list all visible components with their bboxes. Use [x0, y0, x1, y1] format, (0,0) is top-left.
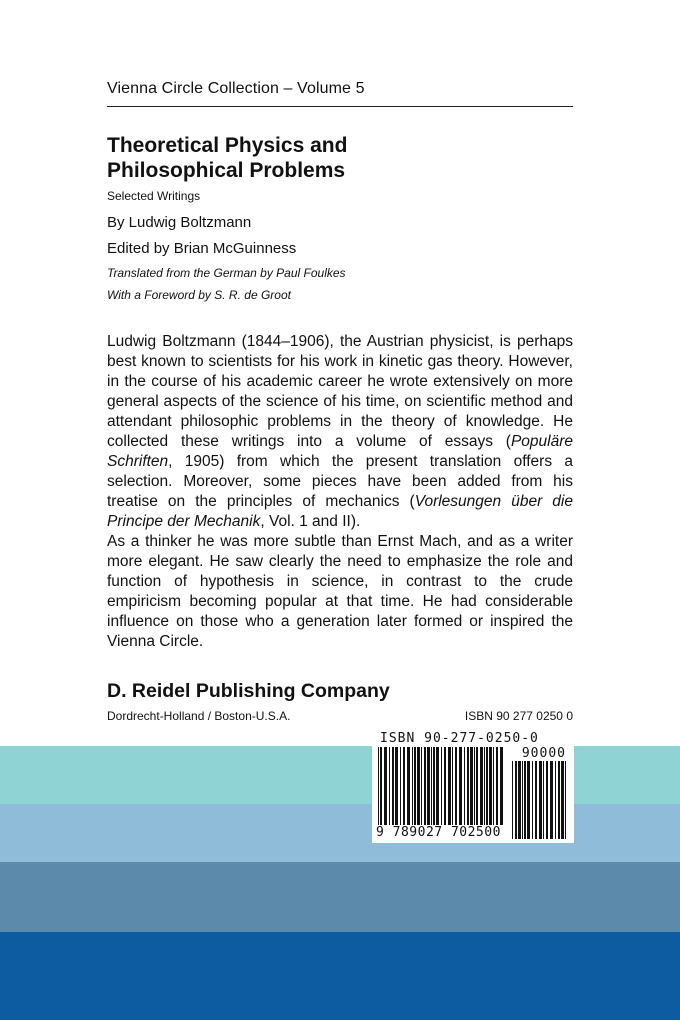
blurb-paragraph-1	[107, 332, 573, 532]
color-band-4	[0, 932, 680, 1020]
color-band-2	[0, 804, 680, 862]
barcode-bar	[403, 747, 405, 825]
barcode-bar	[448, 747, 451, 825]
barcode-bar	[496, 747, 498, 825]
barcode-bar	[441, 747, 442, 825]
barcode-bar	[400, 747, 401, 825]
header-rule	[107, 106, 573, 107]
barcode-bar	[421, 747, 422, 825]
publisher-places: Dordrecht-Holland / Boston-U.S.A.	[107, 709, 291, 723]
barcode-bar	[561, 761, 564, 839]
barcode-bar	[474, 747, 475, 825]
barcode-bar	[417, 747, 420, 825]
blurb-text: , 1905) from which the present translation offers a selection. Moreover, some pieces have been added from his treatise on the principles of mechanics (	[107, 453, 573, 510]
barcode-bar	[395, 747, 398, 825]
barcode-bar	[484, 747, 485, 825]
color-band-1	[0, 746, 680, 804]
barcode-bar	[467, 747, 469, 825]
barcode-bar	[489, 747, 492, 825]
barcode-bar	[535, 761, 537, 839]
blurb	[107, 332, 573, 652]
book-title	[107, 133, 347, 183]
barcode-bar	[464, 747, 465, 825]
color-band-3	[0, 862, 680, 932]
barcode-bar	[522, 761, 523, 839]
publisher-name: D. Reidel Publishing Company	[107, 680, 390, 702]
barcode-bar	[550, 761, 553, 839]
barcode-bar	[476, 747, 478, 825]
author-line: By Ludwig Boltzmann	[107, 214, 252, 231]
barcode-bar	[539, 761, 542, 839]
barcode-bar	[427, 747, 430, 825]
barcode-ean-digits: 9 789027 702500	[376, 825, 501, 840]
barcode-bar	[455, 747, 457, 825]
blurb-italic-title: Vorlesungen über die Principe der Mechanik	[107, 493, 573, 530]
barcode-bar	[389, 747, 390, 825]
book-subtitle: Selected Writings	[107, 189, 201, 203]
barcode-bar	[378, 747, 379, 825]
barcode-isbn: ISBN 90-277-0250-0	[380, 731, 539, 746]
barcode-bar	[555, 761, 556, 839]
barcode-addon-digits: 90000	[521, 746, 566, 761]
translator-line: Translated from the German by Paul Foulkes	[107, 266, 346, 280]
barcode-bar	[452, 747, 453, 825]
blurb-italic-title: Populäre Schriften	[107, 433, 573, 470]
barcode-bar	[527, 761, 530, 839]
barcode-bar	[412, 747, 413, 825]
barcode-bar	[480, 747, 483, 825]
barcode-bar	[380, 747, 382, 825]
editor-line: Edited by Brian McGuinness	[107, 240, 297, 257]
barcode-bar	[518, 761, 521, 839]
barcode-bar	[459, 747, 462, 825]
barcode-bar	[486, 747, 488, 825]
barcode-bar	[512, 761, 513, 839]
barcode-bar	[414, 747, 416, 825]
barcode-bar	[444, 747, 446, 825]
barcode-bar	[384, 747, 387, 825]
book-title-line-2: Philosophical Problems	[107, 159, 346, 182]
barcode-bar	[524, 761, 526, 839]
foreword-line: With a Foreword by S. R. de Groot	[107, 288, 291, 302]
barcode-bar	[500, 747, 503, 825]
barcode-bar	[433, 747, 435, 825]
barcode-bar	[424, 747, 426, 825]
barcode-bar	[407, 747, 410, 825]
barcode-bar	[546, 761, 548, 839]
barcode-bar	[436, 747, 439, 825]
barcode-bar	[565, 761, 566, 839]
isbn-text: ISBN 90 277 0250 0	[464, 709, 573, 723]
barcode-bar	[493, 747, 494, 825]
barcode-bar	[515, 761, 517, 839]
blurb-text: Ludwig Boltzmann (1844–1906), the Austrian physicist, is perhaps best known to scientists for his work in kinetic gas theory. However, in the course of his academic career he wrote extensively on more general aspects of the science of his time, on scientific method and attendant philosophic problems in the theory of knowledge. He collected these writings into a volume of essays (	[107, 333, 573, 450]
series-title: Vienna Circle Collection – Volume 5	[107, 80, 365, 97]
barcode-label	[372, 727, 574, 843]
barcode-bar	[392, 747, 394, 825]
barcode-bar	[470, 747, 473, 825]
blurb-text: , Vol. 1 and II).	[260, 513, 361, 530]
barcode-bar	[431, 747, 432, 825]
blurb-paragraph-2: As a thinker he was more subtle than Ernst Mach, and as a writer more elegant. He saw clearly the need to emphasize the role and function of hypothesis in science, in contrast to the crude empiricism becoming popular at that time. He had considerable influence on those who a generation later formed or inspired the Vienna Circle.	[107, 533, 573, 650]
barcode-bar	[543, 761, 544, 839]
book-title-line-1: Theoretical Physics and	[107, 134, 348, 157]
barcode-bar	[558, 761, 560, 839]
barcode-bar	[532, 761, 533, 839]
